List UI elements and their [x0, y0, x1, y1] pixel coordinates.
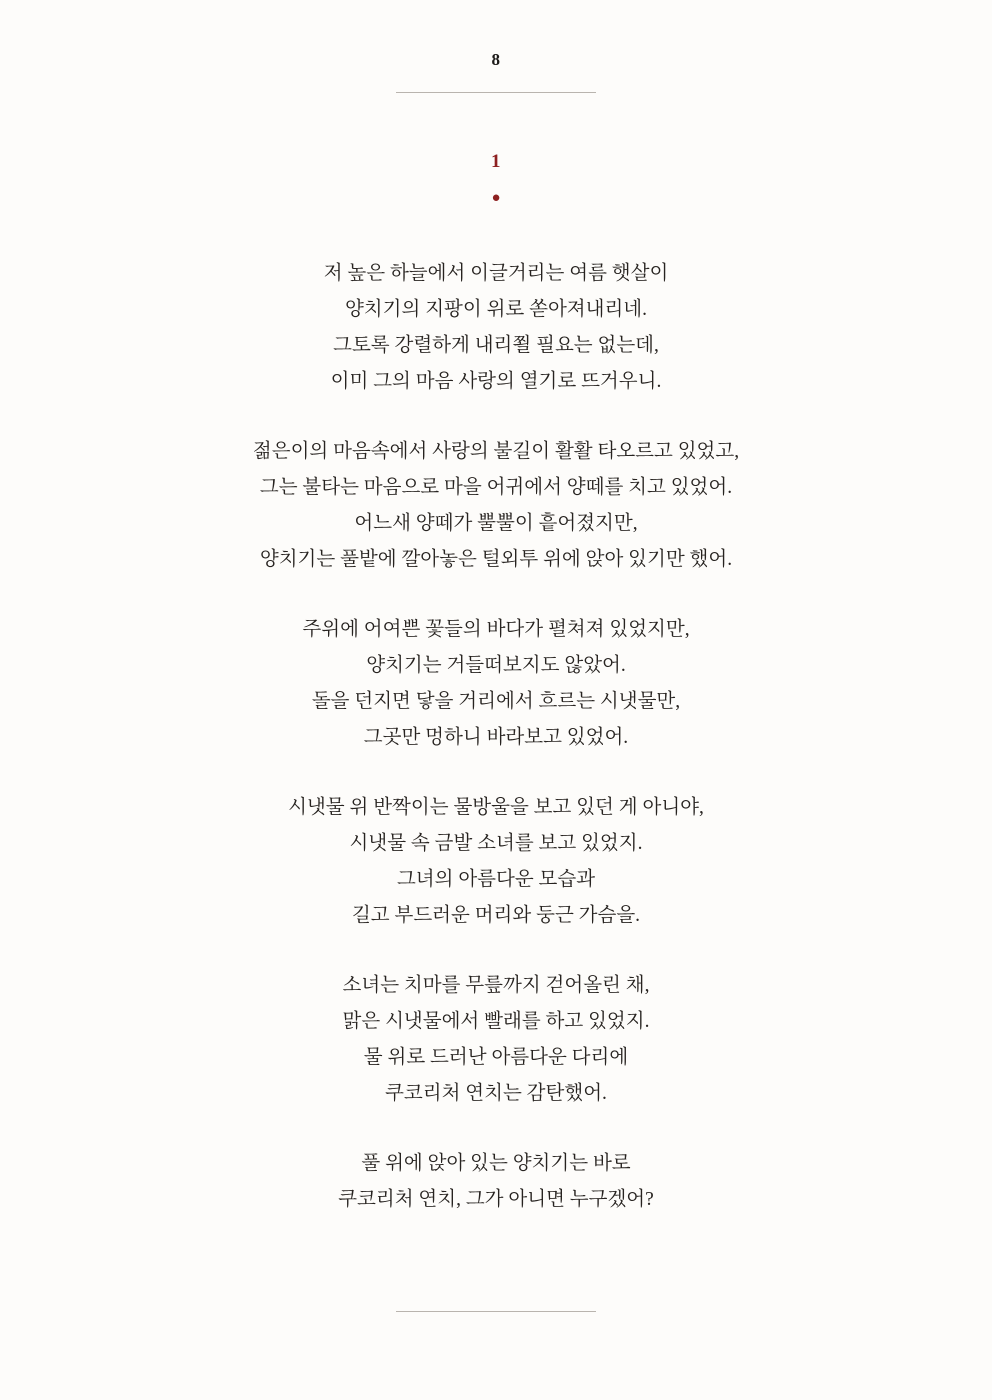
poem-line: 양치기는 거들떠보지도 않았어. [366, 655, 626, 676]
poem-line: 쿠코리처 연치, 그가 아니면 누구겠어? [338, 1189, 654, 1210]
stanza [120, 612, 872, 756]
poem-line: 저 높은 하늘에서 이글거리는 여름 햇살이 [323, 263, 669, 284]
poem-line: 돌을 던지면 닿을 거리에서 흐르는 시냇물만, [311, 691, 681, 712]
poem-line: 맑은 시냇물에서 빨래를 하고 있었지. [342, 1011, 650, 1032]
poem-line: 그토록 강렬하게 내리쬘 필요는 없는데, [333, 335, 659, 356]
poem-line: 그는 불타는 마음으로 마을 어귀에서 양떼를 치고 있었어. [259, 477, 733, 498]
poem-line: 양치기의 지팡이 위로 쏟아져내리네. [344, 299, 648, 320]
poem-line: 어느새 양떼가 뿔뿔이 흩어졌지만, [354, 513, 638, 534]
stanza [120, 790, 872, 934]
chapter-number: 1 [491, 151, 501, 172]
poem-line: 양치기는 풀밭에 깔아놓은 털외투 위에 앉아 있기만 했어. [259, 549, 733, 570]
stanza [120, 434, 872, 578]
header-divider [396, 92, 596, 93]
poem-line: 주위에 어여쁜 꽃들의 바다가 펼쳐져 있었지만, [302, 619, 690, 640]
poem-line: 그녀의 아름다운 모습과 [396, 869, 596, 890]
poem-line: 시냇물 위 반짝이는 물방울을 보고 있던 게 아니야, [288, 797, 704, 818]
stanza [120, 256, 872, 400]
poem-line: 젊은이의 마음속에서 사랑의 불길이 활활 타오르고 있었고, [252, 441, 740, 462]
stanza [120, 1146, 872, 1218]
page-number: 8 [491, 50, 501, 69]
poem-line: 이미 그의 마음 사랑의 열기로 뜨거우니. [330, 371, 662, 392]
poem-line: 길고 부드러운 머리와 둥근 가슴을. [351, 905, 641, 926]
poem-body [0, 256, 992, 1218]
poem-line: 시냇물 속 금발 소녀를 보고 있었지. [349, 833, 643, 854]
poem-line: 물 위로 드러난 아름다운 다리에 [363, 1047, 629, 1068]
footer-divider-wrap [0, 1311, 992, 1312]
poem-line: 그곳만 멍하니 바라보고 있었어. [363, 727, 629, 748]
poem-line: 소녀는 치마를 무릎까지 걷어올린 채, [342, 975, 650, 996]
dot-ornament-icon: ● [491, 190, 501, 206]
footer-divider [396, 1311, 596, 1312]
poem-line: 풀 위에 앉아 있는 양치기는 바로 [361, 1153, 631, 1174]
stanza [120, 968, 872, 1112]
poem-line: 쿠코리처 연치는 감탄했어. [385, 1083, 607, 1104]
